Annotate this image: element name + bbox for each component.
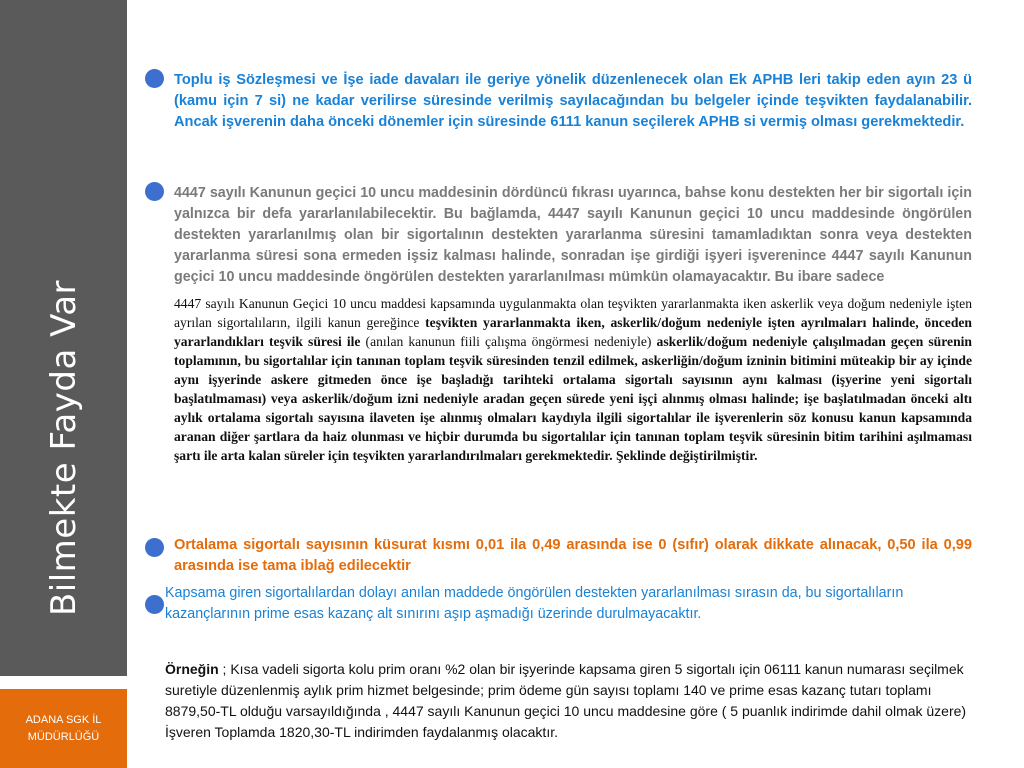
amendment-text-a: 4447 sayılı Kanunun Geçici 10 uncu maddesi kapsamında uygulanmakta olan teşvikten yararlanmakta iken askerlik veya doğum nedeniyle işten ayrılan sigortalıların, ilgili kanun gereğince: [174, 296, 972, 330]
amendment-text-d: askerlik/doğum nedeniyle çalışılmadan geçen sürenin toplamının, bu sigortalılar için tanınan toplam teşvik süresinden tenzil edilmek, askerliğin/doğum izninin bitimini müteakip bir ay içinde aynı işyerinde askere gitmeden önce işe başladığı tarihteki ortalama sigortalı sayısının aynı kalması (işyerine yeni sigortalı başlatılmaması) veya askerlik/doğum izni nedeniyle aradan geçen sürede yeni işçi alınmış olması halinde; işe başlatılmadan önceki altı aylık ortalama sigortalı sayısına ilaveten işe alınmış olmaları kaydıyla ilgili sigortalılar ile işverenlerin söz konusu kanun kapsamında aranan diğer şartlara da haiz olunması ve hiçbir durumda bu sigortalılar için tanınan toplam teşvik süresinin bitim tarihini aşılmaması şartı ile arta kalan süreler için teşvikten yararlandırılmaları gerekmektedir. Şeklinde değiştirilmiştir.: [174, 334, 972, 463]
paragraph-earnings-limit: Kapsama giren sigortalılardan dolayı anılan maddede öngörülen destekten yararlanılması sırasın da, bu sigortalıların kazançlarının prime esas kazanç alt sınırını aşıp aşmadığı üzerinde durulmayacaktır.: [165, 585, 904, 622]
bullet-icon: [145, 538, 164, 557]
bullet-icon: [145, 595, 164, 614]
sidebar-panel: [0, 0, 127, 676]
paragraph-4447-amendment: [174, 294, 972, 465]
paragraph-rounding-rule: Ortalama sigortalı sayısının küsurat kısmı 0,01 ila 0,49 arasında ise 0 (sıfır) olarak dikkate alınacak, 0,50 ila 0,99 arasında ise tama iblağ edilecektir: [174, 537, 972, 574]
bullet-icon: [145, 182, 164, 201]
org-badge-line1: ADANA SGK İL: [25, 713, 102, 726]
paragraph-example: [165, 659, 975, 743]
amendment-text-b: teşvikten yararlanmakta iken, askerlik/doğum nedeniyle işten ayrılmaları halinde, önceden yararlandıkları teşvik süresi ile: [174, 315, 972, 349]
paragraph-collective-agreement: Toplu iş Sözleşmesi ve İşe iade davaları ile geriye yönelik düzenlenecek olan Ek APHB leri takip eden ayın 23 ü (kamu için 7 si) ne kadar verilirse süresinde verilmiş sayılacağından bu belgeler içinde teşvikten faydalanabilir. Ancak işverenin daha önceki dönemler için süresinde 6111 kanun seçilerek APHB si vermiş olması gerekmektedir.: [174, 72, 972, 130]
bullet-icon: [145, 69, 164, 88]
slide-title: Bilmekte Fayda Var: [44, 279, 84, 617]
org-badge: [0, 689, 127, 768]
example-label: Örneğin: [165, 661, 219, 677]
amendment-text-c: (anılan kanunun fiili çalışma öngörmesi nedeniyle): [365, 334, 652, 349]
paragraph-4447-law: 4447 sayılı Kanunun geçici 10 uncu maddesinin dördüncü fıkrası uyarınca, bahse konu destekten her bir sigortalı için yalnızca bir defa yararlanılabilecektir. Bu bağlamda, 4447 sayılı Kanunun geçici 10 uncu maddesinde öngörülen destekten yararlanılmış olan bir sigortalının destekten yararlanma süresini tamamladıktan sonra veya destekten yararlanma süresi sona ermeden işsiz kalması halinde, sonradan işe girdiği işyeri işverenince 4447 sayılı Kanunun geçici 10 uncu maddesinde öngörülen destekten yararlanılması mümkün olamayacaktır. Bu ibare sadece: [174, 185, 972, 285]
org-badge-line2: MÜDÜRLÜĞÜ: [27, 730, 100, 743]
example-text: ; Kısa vadeli sigorta kolu prim oranı %2 olan bir işyerinde kapsama giren 5 sigortalı için 06111 kanun numarası seçilmek suretiyle düzenlenmiş aylık prim hizmet belgesinde; prim ödeme gün sayısı toplamı 140 ve prime esas kazanç tutarı toplamı 8879,50-TL olduğu varsayıldığında , 4447 sayılı Kanunun geçici 10 uncu maddesine göre ( 5 puanlık indirimde dahil olmak üzere) İşveren Toplamda 1820,30-TL indirimden faydalanmış olacaktır.: [165, 661, 967, 740]
